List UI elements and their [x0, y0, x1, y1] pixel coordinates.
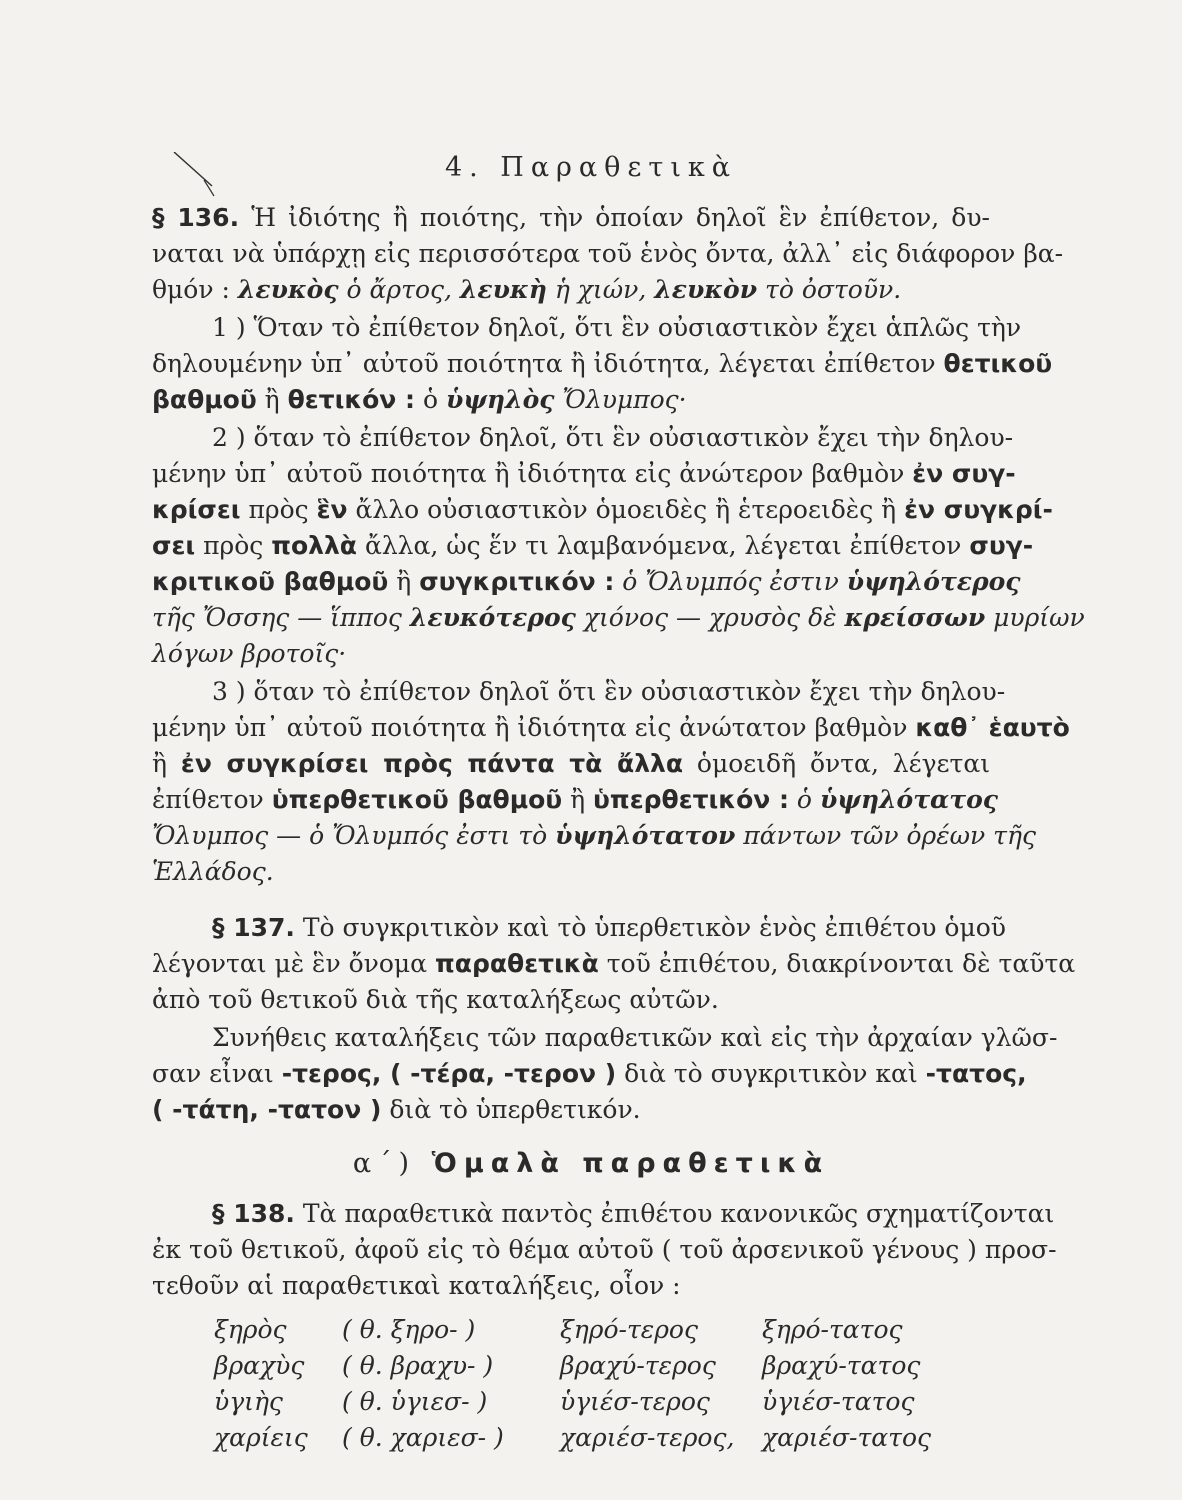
- paragraph-number: § 138.: [212, 1199, 295, 1228]
- item2-line-4: σει πρὸς πολλὰ ἄλλα, ὡς ἕν τι λαμβανόμενα, λέγεται ἐπίθετον συγ-: [152, 531, 1034, 560]
- item2-line-5: κριτικοῦ βαθμοῦ ἢ συγκριτικόν : ὁ Ὄλυμπός ἐστιν ὑψηλότερος: [152, 567, 1021, 596]
- p138-line-2: ἐκ τοῦ θετικοῦ, ἀφοῦ εἰς τὸ θέμα αὐτοῦ ( τοῦ ἀρσενικοῦ γένους ) προσ-: [152, 1235, 1057, 1264]
- p137-line-6: ( -τάτη, -τατον ) διὰ τὸ ὑπερθετικόν.: [152, 1095, 641, 1124]
- p138-line-3: τεθοῦν αἱ παραθετικαὶ καταλήξεις, οἷον :: [152, 1271, 681, 1300]
- section-heading: 4. Παραθετικὰ: [444, 152, 738, 183]
- p136-line-2: ναται νὰ ὑπάρχῃ εἰς περισσότερα τοῦ ἑνὸς ὄντα, ἀλλ᾽ εἰς διάφορον βα-: [152, 239, 1064, 268]
- p137-line-1: § 137. Τὸ συγκριτικὸν καὶ τὸ ὑπερθετικὸν ἑνὸς ἐπιθέτου ὁμοῦ: [212, 913, 1006, 942]
- document-page: 4. Παραθετικὰ § 136. Ἡ ἰδιότης ἢ ποιότης, τὴν ὁποίαν δηλοῖ ἓν ἐπίθετον, δυ- ναται νὰ ὑπάρχῃ εἰς περισσότερα τοῦ ἑνὸς ὄντα, ἀλλ᾽ εἰς διάφορον βα- θμόν : λευκὸς ὁ ἄρτος, λευκὴ ἡ χιών, λευκὸν τὸ ὀστοῦν. 1 ) Ὅταν τὸ ἐπίθετον δηλοῖ, ὅτι ἓν οὐσιαστικὸν ἔχει ἁπλῶς τὴν δηλουμένην ὑπ᾽ αὐτοῦ ποιότητα ἢ ἰδιότητα, λέγεται ἐπίθετον θετικοῦ βαθμοῦ ἢ θετικόν : ὁ ὑψηλὸς Ὄλυμπος· 2 ) ὅταν τὸ ἐπίθετον δηλοῖ, ὅτι ἓν οὐσιαστικὸν ἔχει τὴν δηλου- μένην ὑπ᾽ αὐτοῦ ποιότητα ἢ ἰδιότητα εἰς ἀνώτερον βαθμὸν ἐν συγ- κρίσει πρὸς ἓν ἄλλο οὐσιαστικὸν ὁμοειδὲς ἢ ἑτεροειδὲς ἢ ἐν συγκρί- σει πρὸς πολλὰ ἄλλα, ὡς ἕν τι λαμβανόμενα, λέγεται ἐπίθετον συγ- κριτικοῦ βαθμοῦ ἢ συγκριτικόν : ὁ Ὄλυμπός ἐστιν ὑψηλότερος τῆς Ὄσσης — ἵππος λευκότερος χιόνος — χρυσὸς δὲ κρείσσων μυρίων λόγων βροτοῖς· 3 ) ὅταν τὸ ἐπίθετον δηλοῖ ὅτι ἓν οὐσιαστικὸν ἔχει τὴν δηλου- μένην ὑπ᾽ αὐτοῦ ποιότητα ἢ ἰδιότητα εἰς ἀνώτατον βαθμὸν καθ᾽ ἑαυτὸ ἢ ἐν συγκρίσει πρὸς πάντα τὰ ἄλλα ὁμοειδῆ ὄντα, λέγεται ἐπίθετον ὑπερθετικοῦ βαθμοῦ ἢ ὑπερθετικόν : ὁ ὑψηλότατος Ὄλυμπος — ὁ Ὄλυμπός ἐστι τὸ ὑψηλότατον πάντων τῶν ὀρέων τῆς Ἑλλάδος. § 137. Τὸ συγκριτικὸν καὶ τὸ ὑπερθετικὸν ἑνὸς ἐπιθέτου ὁμοῦ λέγονται μὲ ἓν ὄνομα παραθετικὰ τοῦ ἐπιθέτου, διακρίνονται δὲ ταῦτα ἀπὸ τοῦ θετικοῦ διὰ τῆς καταλήξεως αὐτῶν. Συνήθεις καταλήξεις τῶν παραθετικῶν καὶ εἰς τὴν ἀρχαίαν γλῶσ- σαν εἶναι -τερος, ( -τέρα, -τερον ) διὰ τὸ συγκριτικὸν καὶ -τατος, ( -τάτη, -τατον ) διὰ τὸ ὑπερθετικόν. α΄) Ὁμαλὰ παραθετικὰ § 138. Τὰ παραθετικὰ παντὸς ἐπιθέτου κανονικῶς σχηματίζονται ἐκ τοῦ θετικοῦ, ἀφοῦ εἰς τὸ θέμα αὐτοῦ ( τοῦ ἀρσενικοῦ γένους ) προσ- τεθοῦν αἱ παραθετικαὶ καταλήξεις, οἷον : ξηρὸς ( θ. ξηρο- ) ξηρό-τερος ξηρό-τατος βραχὺς ( θ. βραχυ- ) βραχύ-τερος βραχύ-τατος ὑγιὴς ( θ. ὑγιεσ- ) ὑγιέσ-τερος ὑγιέσ-τατος χαρίεις ( θ. χαριεσ- ) χαριέσ-τερος, χαριέσ-τατος: [0, 0, 1182, 1500]
- item3-line-5: Ὄλυμπος — ὁ Ὄλυμπός ἐστι τὸ ὑψηλότατον πάντων τῶν ὀρέων τῆς: [152, 821, 1036, 850]
- item3-line-4: ἐπίθετον ὑπερθετικοῦ βαθμοῦ ἢ ὑπερθετικόν : ὁ ὑψηλότατος: [152, 785, 998, 814]
- item2-line-1: 2 ) ὅταν τὸ ἐπίθετον δηλοῖ, ὅτι ἓν οὐσιαστικὸν ἔχει τὴν δηλου-: [212, 423, 1014, 452]
- p137-line-2: λέγονται μὲ ἓν ὄνομα παραθετικὰ τοῦ ἐπιθέτου, διακρίνονται δὲ ταῦτα: [152, 949, 1076, 978]
- p136-line-1: § 136. Ἡ ἰδιότης ἢ ποιότης, τὴν ὁποίαν δηλοῖ ἓν ἐπίθετον, δυ-: [152, 203, 990, 232]
- p138-line-1: § 138. Τὰ παραθετικὰ παντὸς ἐπιθέτου κανονικῶς σχηματίζονται: [212, 1199, 1055, 1228]
- item2-line-2: μένην ὑπ᾽ αὐτοῦ ποιότητα ἢ ἰδιότητα εἰς ἀνώτερον βαθμὸν ἐν συγ-: [152, 459, 1016, 488]
- item3-line-6: Ἑλλάδος.: [152, 857, 274, 886]
- p137-line-5: σαν εἶναι -τερος, ( -τέρα, -τερον ) διὰ τὸ συγκριτικὸν καὶ -τατος,: [152, 1059, 1027, 1088]
- item3-line-2: μένην ὑπ᾽ αὐτοῦ ποιότητα ἢ ἰδιότητα εἰς ἀνώτατον βαθμὸν καθ᾽ ἑαυτὸ: [152, 713, 1070, 742]
- paragraph-number: § 137.: [212, 913, 295, 942]
- p137-line-3: ἀπὸ τοῦ θετικοῦ διὰ τῆς καταλήξεως αὐτῶν.: [152, 985, 719, 1014]
- item1-line-3: βαθμοῦ ἢ θετικόν : ὁ ὑψηλὸς Ὄλυμπος·: [152, 385, 687, 414]
- item3-line-1: 3 ) ὅταν τὸ ἐπίθετον δηλοῖ ὅτι ἓν οὐσιαστικὸν ἔχει τὴν δηλου-: [212, 677, 1006, 706]
- item2-line-7: λόγων βροτοῖς·: [152, 639, 347, 668]
- item2-line-6: τῆς Ὄσσης — ἵππος λευκότερος χιόνος — χρυσὸς δὲ κρείσσων μυρίων: [152, 603, 1085, 632]
- paragraph-number: § 136.: [152, 203, 240, 232]
- item3-line-3: ἢ ἐν συγκρίσει πρὸς πάντα τὰ ἄλλα ὁμοειδῆ ὄντα, λέγεται: [152, 749, 991, 778]
- item1-line-1: 1 ) Ὅταν τὸ ἐπίθετον δηλοῖ, ὅτι ἓν οὐσιαστικὸν ἔχει ἁπλῶς τὴν: [212, 313, 1022, 342]
- subsection-heading: α΄) Ὁμαλὰ παραθετικὰ: [352, 1148, 830, 1179]
- item1-line-2: δηλουμένην ὑπ᾽ αὐτοῦ ποιότητα ἢ ἰδιότητα, λέγεται ἐπίθετον θετικοῦ: [152, 349, 1053, 378]
- p136-line-3: θμόν : λευκὸς ὁ ἄρτος, λευκὴ ἡ χιών, λευκὸν τὸ ὀστοῦν.: [152, 275, 902, 304]
- p137-line-4: Συνήθεις καταλήξεις τῶν παραθετικῶν καὶ εἰς τὴν ἀρχαίαν γλῶσ-: [212, 1023, 1058, 1052]
- item2-line-3: κρίσει πρὸς ἓν ἄλλο οὐσιαστικὸν ὁμοειδὲς ἢ ἑτεροειδὲς ἢ ἐν συγκρί-: [152, 495, 1053, 524]
